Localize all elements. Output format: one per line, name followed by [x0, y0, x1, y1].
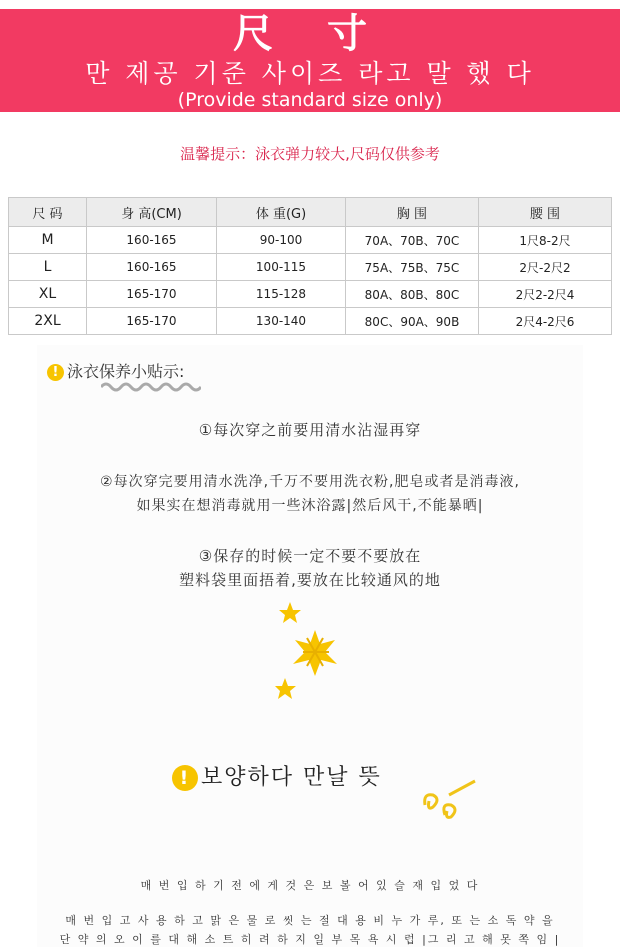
table-cell: L: [9, 254, 87, 281]
care-tip-3-line-1: ③保存的时候一定不要不要放在: [198, 547, 422, 565]
table-header-row: [9, 198, 612, 227]
table-cell: M: [9, 227, 87, 254]
table-cell: 80A、80B、80C: [346, 281, 479, 308]
header-bust: 胸 围: [346, 198, 479, 227]
care-tip-2-line-1: ②每次穿完要用清水洗净,千万不要用洗衣粉,肥皂或者是消毒液,: [100, 474, 520, 490]
korean-care-line-1: 매 번 입 하 기 전 에 게 것 은 보 볼 어 있 슬 재 입 었 다: [140, 879, 480, 892]
table-cell: 75A、75B、75C: [346, 254, 479, 281]
header-waist: 腰 围: [479, 198, 612, 227]
wavy-underline-icon: [101, 381, 201, 393]
size-table: [8, 197, 612, 335]
table-cell: 160-165: [87, 254, 217, 281]
care-tip-2-line-2: 如果实在想消毒就用一些沐浴露|然后风干,不能暴晒|: [136, 498, 484, 514]
care-tip-1: ①每次穿之前要用清水沾湿再穿: [198, 421, 422, 439]
table-row: [9, 227, 612, 254]
table-row: [9, 308, 612, 335]
korean-care-title-text: 보양하다 만날 뜻: [201, 765, 382, 790]
header-weight: 体 重(G): [217, 198, 346, 227]
table-cell: 2尺-2尺2: [479, 254, 612, 281]
exclamation-dot-icon: !: [47, 364, 64, 381]
header-height: 身 高(CM): [87, 198, 217, 227]
care-tips-title-text: 泳衣保养小贴示:: [67, 362, 185, 381]
korean-care-line-2: 매 번 입 고 사 용 하 고 맑 은 물 로 씻 는 절 대 용 비 누 가 루, 또 는 소 독 약 을: [65, 914, 555, 927]
banner-korean-subtitle: 만 제공 기준 사이즈 라고 말 했 다: [85, 59, 535, 88]
table-cell: 160-165: [87, 227, 217, 254]
table-row: [9, 281, 612, 308]
banner-english-subtitle: (Provide standard size only): [177, 89, 443, 111]
korean-care-title: [172, 760, 382, 791]
table-cell: 80C、90A、90B: [346, 308, 479, 335]
header-size: 尺 码: [9, 198, 87, 227]
table-cell: 165-170: [87, 308, 217, 335]
banner-title: 尺 寸: [233, 11, 387, 57]
table-cell: 90-100: [217, 227, 346, 254]
table-cell: 2尺2-2尺4: [479, 281, 612, 308]
swirl-icon: [419, 775, 479, 823]
care-tip-3-line-2: 塑料袋里面捂着,要放在比较通风的地: [179, 571, 441, 589]
table-cell: 1尺8-2尺: [479, 227, 612, 254]
table-cell: 2尺4-2尺6: [479, 308, 612, 335]
table-row: [9, 254, 612, 281]
table-cell: 2XL: [9, 308, 87, 335]
korean-care-line-3: 단 약 의 오 이 를 대 해 소 트 히 려 하 지 일 부 목 욕 시 럽 |그 리 고 해 못 쪽 임 |: [59, 933, 561, 946]
table-cell: 165-170: [87, 281, 217, 308]
table-cell: 115-128: [217, 281, 346, 308]
star-burst-icon: [275, 600, 355, 700]
table-cell: 100-115: [217, 254, 346, 281]
table-cell: 70A、70B、70C: [346, 227, 479, 254]
care-tips-panel: [37, 345, 583, 947]
title-banner: [0, 9, 620, 112]
table-cell: XL: [9, 281, 87, 308]
size-notice: 温馨提示：泳衣弹力较大,尺码仅供参考: [180, 145, 440, 163]
care-tips-title: [47, 359, 184, 382]
table-cell: 130-140: [217, 308, 346, 335]
exclamation-dot-icon: !: [172, 765, 198, 791]
